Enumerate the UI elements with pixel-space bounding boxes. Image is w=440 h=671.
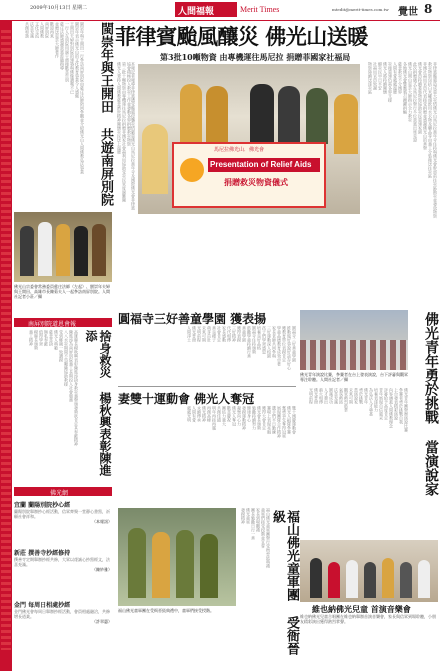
photo-person (128, 528, 146, 598)
youth-photo (300, 310, 408, 370)
scout-body-text: 福山佛光童軍團舉行受衙晉級典禮 童軍們接受授階並宣誓 家長到場觀禮 團長勉勵日行一善 佛光童軍 發揚精神 (241, 508, 271, 568)
photo-person (400, 562, 412, 598)
masthead-email: mtedit@merit-times.com.tw (332, 7, 389, 12)
photo-person (92, 224, 106, 276)
masthead-section: 覺世 (398, 7, 418, 18)
left-briefs-section: 佛光網 (50, 490, 69, 497)
sports-headline: 妻雙十運動會 佛光人奪冠 (118, 392, 255, 406)
photo-person (56, 224, 70, 276)
divider (118, 386, 296, 387)
left-notice-title: 南屏別院道恩會報 (28, 321, 77, 328)
masthead-date: 2009年10月13日 星期二 (30, 5, 88, 11)
photo-person (310, 558, 322, 598)
main-body-text-left: 本報記者報導菲律賓遭受颱風侵襲災情嚴重佛光山馬尼拉萬年寺及國際佛光會菲律賓協會積極投入救災工作並發動各界捐贈救災物資 第三批十噸物資由專機運往馬尼拉捐贈菲國家社會福利局協助受災民眾度過難關 佛光人秉持人間佛教慈悲濟世精神關懷災民送上溫暖 (117, 62, 136, 210)
brief-author: （本報訊） (92, 519, 112, 524)
main-subhead: 第3批10噸物資 由專機運往馬尼拉 捐贈菲國家社福局 (160, 52, 351, 62)
photo-person (250, 84, 274, 144)
relief-banner (172, 142, 326, 208)
left-photo-visit (14, 212, 112, 282)
banner-english-strip (208, 158, 320, 172)
main-photo-relief-ceremony (138, 64, 360, 214)
youth-caption: 佛光青年演說比賽，參賽者在台上發表演說，台下評審與觀眾專注聆聽。人間社記者／攝 (300, 372, 408, 382)
brief-author: （陳妙雅） (92, 567, 112, 572)
photo-person (364, 562, 376, 598)
banner-lotus-icon (180, 158, 204, 182)
photo-person (74, 226, 88, 276)
photo-person (142, 124, 168, 194)
sports-body-text: 雙十國慶運動會 佛光人組隊參賽 奮勇爭先奪得冠軍 展現團隊合作精神 選手們平日勤練 賽場上表現亮眼 獲得大會肯定 佛光會長頒獎 勉勵持續努力 健康身心 發揚運動精神 凝聚向心力 佛光人奪冠 歡喜慶祝 團結力量大 共創佳績 明年再接再厲 再創高峰 佛光精神 永續傳承 人間有愛 處處光明 (187, 406, 297, 438)
photo-person (176, 530, 194, 598)
music-headline: 維也納佛光兒童 首演音樂會 (312, 604, 411, 614)
photo-person (334, 94, 358, 154)
photo-person (306, 88, 328, 144)
brief-title: 金門 每周日相處抄經 (14, 602, 71, 609)
scout-caption: 福山佛光童軍團在受衙晉級典禮中，童軍們接受授階。 (118, 608, 214, 613)
masthead (0, 0, 440, 21)
music-photo-concert (300, 540, 438, 602)
brief-body: 蘭陽別院舉辦抄心經活動，信眾齊聚一堂靜心書寫，祈願社會祥和。 (14, 509, 110, 519)
brief-author: （許翠惠） (92, 619, 112, 624)
left-photo-caption: 佛光山宗委會常務委員慈庄法師（左起）、閩崇年夫婦與王開田、高雄市長陳菊夫人一起參訪南屏別院。人間社記者小莊／攝 (14, 284, 110, 299)
brief-item (14, 500, 112, 524)
school-body-text: 圓福寺三好善童學園 推動做好事說好話存好心 獲教育單位表揚肯定 學童品德教育成效卓著 家長老師共同參與 三好運動深入校園 孩子們學習感恩 培養良好品格 圓福寺住持頒獎 鼓勵學童持續行善 善童學園 獲得表揚 三好精神 代代相傳 家長感動 社會肯定 善良種子 萌芽茁壯 未來可期 光明前程 佛光普照 人間淨土 (187, 326, 297, 370)
photo-person (278, 86, 300, 144)
photo-person (382, 558, 394, 598)
masthead-logo (175, 2, 237, 17)
youth-headline: 佛光青年勇於挑戰 當演說家 (423, 312, 439, 496)
masthead-page-number: 8 (424, 2, 433, 16)
masthead-logo-en: Merit Times (240, 5, 280, 14)
school-headline: 圓福寺三好善童學園 獲表揚 (118, 312, 267, 326)
brief-item (14, 600, 112, 624)
left-headline: 閩崇年與王開田 共遊南屏別院 (98, 22, 113, 206)
left-notice-headline: 捨身救災 楊秋興表彰陳進添 (84, 330, 112, 476)
music-caption: 維也納佛光兒童合唱團在維也納舉辦首演音樂會，家長與信眾到場聆聽，小朋友精彩演出獲得熱烈掌聲。 (300, 614, 436, 624)
banner-english-title: Presentation of Relief Aids (210, 160, 312, 169)
scout-headline: 福山佛光童軍團 受衙晉級 (270, 510, 299, 655)
main-body-text-right: 菲律賓颱風造成重大災情佛光山馬尼拉萬年寺住持與佛光會幹部前往災區勘災並發放物資 救災物資包括白米罐頭飲用水衣物及藥品等由義工分裝後送往災區 菲國社福局官員代表接受捐贈並感謝佛光山的善舉 佛光會員持續募集物資協助災民重建家園 此次捐贈儀式在馬尼拉舉行多位貴賓出席見證 佛光山開山星雲大師指示全力救災 各地佛光會響應號召踴躍捐輸 慈悲救災不分國界 人間有愛處處溫暖 災後重建仍需各界支援 佛光人將持續關懷 願災民早日平安 社福局官員致謝 物資陸續送達災區 (368, 62, 438, 218)
left-notice-text: 高雄縣長楊秋興表彰陳進添捨身救災義舉頒發獎狀肯定其奉獻精神 陳進添為南屏別院義工長期投入社會服務 八八水災期間不畏艱險協助救援 受到鄉親一致讚揚 佛光人典範 慈悲喜捨 無私奉獻 值得學習 楊縣長頒獎 義工精神 (29, 330, 79, 446)
banner-chinese-subtitle: 捐贈救災物資儀式 (224, 177, 288, 187)
photo-person (200, 534, 218, 598)
photo-person (328, 562, 340, 598)
photo-person (152, 532, 170, 598)
left-briefs-bar (14, 487, 112, 496)
left-strip-grid (1, 30, 11, 650)
photo-person (346, 560, 358, 598)
brief-title: 新莊 撰善寺抄經修持 (14, 550, 71, 557)
brief-item (14, 548, 112, 572)
masthead-logo-cn: 人間福報 (178, 7, 215, 17)
photo-person (206, 86, 228, 144)
brief-title: 宜蘭 蘭陽別院抄心經 (14, 502, 71, 509)
brief-body: 撰善寺定期舉辦抄經共修，大眾以虔誠心抄寫經文，法喜充滿。 (14, 557, 110, 567)
main-headline: 菲律賓颱風釀災 佛光山送暖 (115, 24, 368, 49)
banner-chinese-title: 馬尼拉佛光山．佛光會 (214, 147, 265, 153)
photo-person (180, 84, 202, 144)
brief-body: 金門佛光會每周日舉辦抄經活動，會員相處融洽，共修增長道業。 (14, 609, 110, 619)
photo-row (300, 340, 408, 370)
photo-person (38, 222, 52, 276)
left-top-text: 閩崇年與王開田一行參訪南屏別院由慈庄法師陪同參觀並介紹佛光山人間佛教弘法事業 閩崇年表示佛光山的文化教育事業令人感佩 王開田夫婦對別院的建築與佛像讚嘆不已 一行人在別院用過午齋後歡喜告別 慈庄法師感謝貴賓蒞臨指導 並贈送星雲大師著作 歡迎再來 南屏別院 人間佛教 文化交流 法喜充滿 共創和諧 (25, 22, 85, 174)
photo-person (418, 560, 430, 598)
left-notice-bar (14, 318, 112, 327)
youth-body-text: 佛光青年團舉辦演說比賽 參賽者勇於挑戰自我 上台發表精彩演說 內容涵蓋人間佛教理念 評審給予高度肯定 青年展現自信風采 培養表達能力 為弘法人才奠基 佛光青年 勇於挑戰 當演說家 未來可期 觀眾熱烈鼓掌 氣氛熱絡 法喜充滿 圓滿成功 人才輩出 薪火相傳 佛光普照 光明前程 (309, 388, 409, 432)
scout-photo (118, 508, 236, 606)
photo-person (20, 226, 34, 276)
